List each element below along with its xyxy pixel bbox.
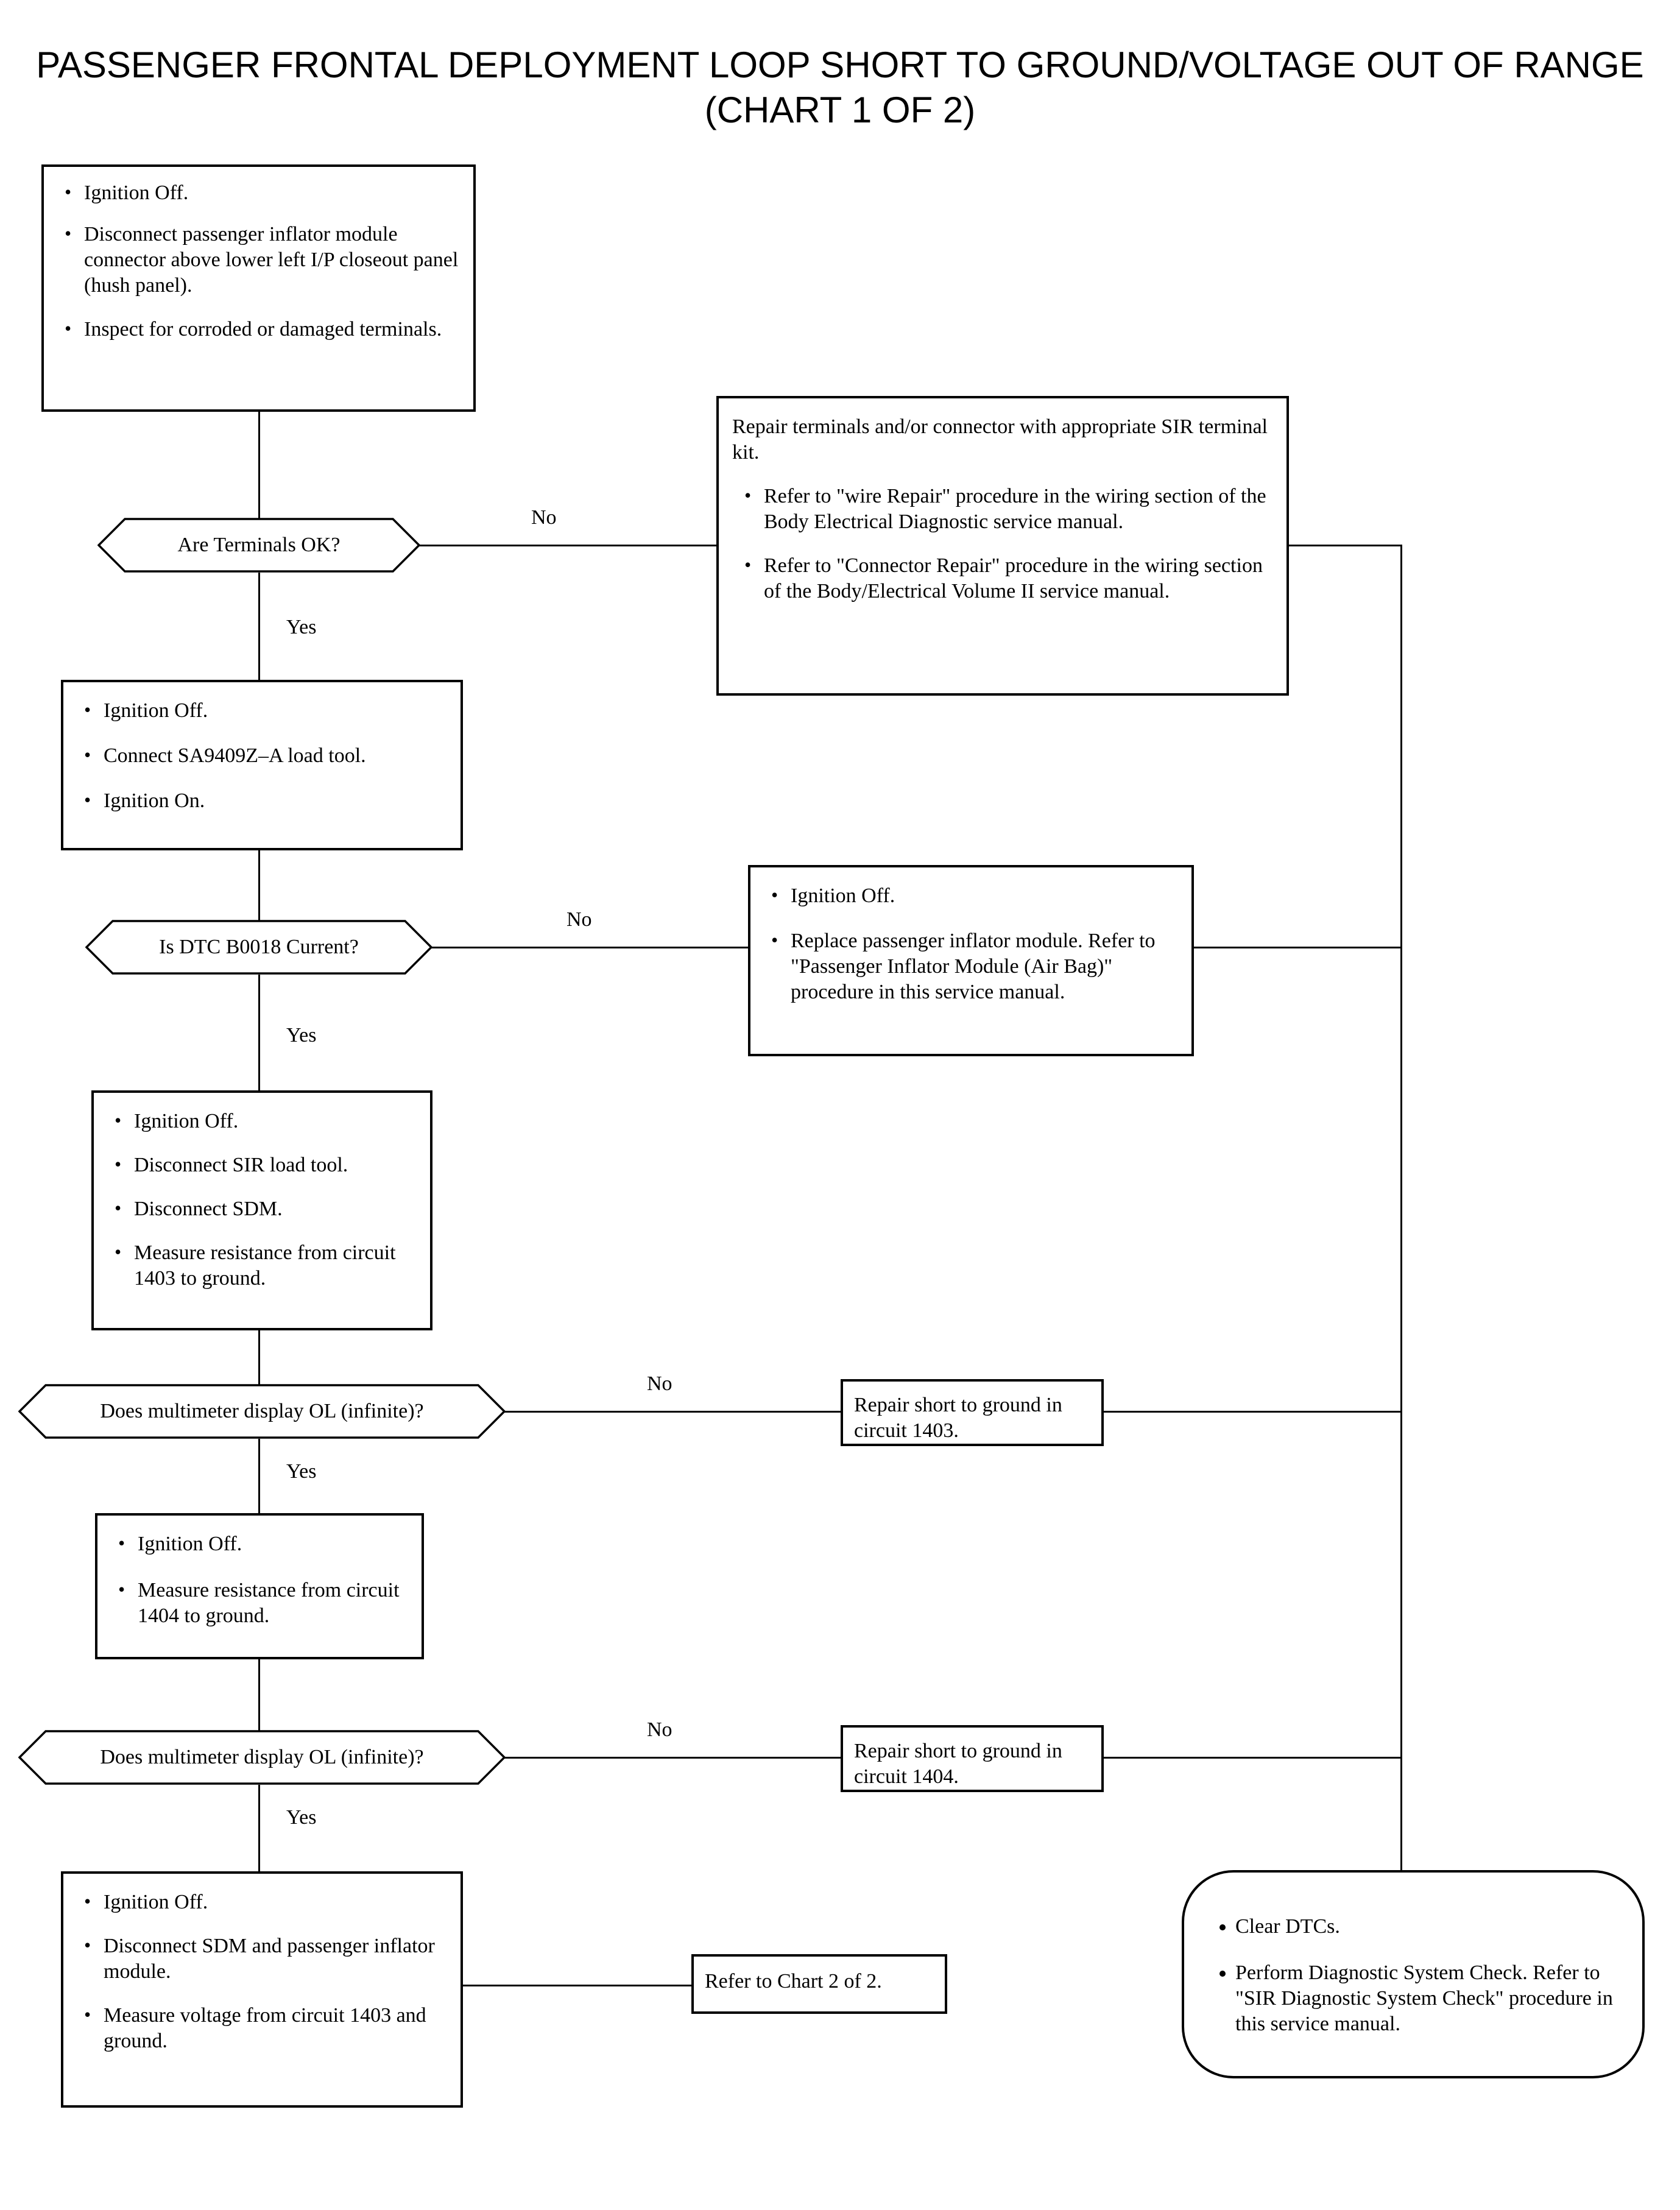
list-item: • Disconnect SDM.: [102, 1196, 419, 1222]
connector-decision3-yes: [258, 1439, 260, 1513]
decision-terminals-ok: [97, 518, 420, 573]
connector-replace-module-right: [1194, 947, 1402, 948]
action-box-chart-2: [691, 1954, 947, 2014]
step-box-measure-voltage: [61, 1871, 463, 2108]
step-box-load-tool: [61, 680, 463, 850]
action-box-replace-module: [748, 865, 1194, 1056]
action-text: Repair short to ground in circuit 1404.: [854, 1740, 1062, 1788]
terminator-box-finish: [1182, 1870, 1645, 2078]
connector-step5-chart2: [463, 1985, 691, 1986]
connector-repair-1404-right: [1104, 1757, 1402, 1759]
list-item: • Refer to "wire Repair" procedure in the wiring section of the Body Electrical Diagnostic service manual.: [732, 484, 1273, 535]
step-box-initial: [41, 164, 476, 412]
list-item: • Ignition Off.: [72, 1890, 450, 1915]
connector-decision1-yes: [258, 573, 260, 680]
list-item: • Measure voltage from circuit 1403 and ground.: [72, 2003, 450, 2054]
list-item: • Disconnect SDM and passenger inflator module.: [72, 1933, 450, 1985]
list-item: • Ignition Off.: [106, 1531, 411, 1557]
list-item: • Ignition Off.: [759, 883, 1181, 909]
list-item: • Ignition Off.: [102, 1109, 419, 1134]
connector-decision2-yes: [258, 975, 260, 1090]
connector-repair-1403-right: [1104, 1411, 1402, 1413]
step-box-measure-1404: [95, 1513, 424, 1659]
list-item: • Ignition Off.: [52, 180, 462, 206]
page-title: PASSENGER FRONTAL DEPLOYMENT LOOP SHORT TO GROUND/VOLTAGE OUT OF RANGE (CHART 1 OF 2): [36, 44, 1644, 130]
connector-step1-decision1: [258, 412, 260, 534]
decision-dtc-b0018: [85, 920, 432, 975]
branch-label-yes-3: Yes: [286, 1460, 317, 1483]
list-item: • Ignition Off.: [72, 698, 450, 724]
connector-decision3-no: [504, 1411, 841, 1413]
branch-label-no-1: No: [531, 506, 557, 529]
list-item: • Disconnect passenger inflator module connector above lower left I/P closeout panel (hush panel).: [52, 222, 462, 298]
branch-label-no-2: No: [566, 908, 592, 931]
connector-decision4-yes: [258, 1785, 260, 1871]
connector-decision4-no: [504, 1757, 841, 1759]
list-item: • Clear DTCs.: [1235, 1914, 1618, 1940]
list-item: • Measure resistance from circuit 1403 to ground.: [102, 1240, 419, 1291]
decision-label: Are Terminals OK?: [177, 534, 341, 556]
action-box-repair-terminals: [716, 396, 1289, 696]
action-lead-text: Repair terminals and/or connector with appropriate SIR terminal kit.: [732, 415, 1268, 464]
list-item: • Replace passenger inflator module. Refer to "Passenger Inflator Module (Air Bag)" procedure in this service manual.: [759, 928, 1181, 1005]
decision-multimeter-ol-1403: [18, 1384, 506, 1439]
step-box-measure-1403: [91, 1090, 432, 1330]
connector-repair-terminals-right: [1289, 545, 1402, 546]
decision-label: Does multimeter display OL (infinite)?: [100, 1400, 424, 1422]
action-text: Repair short to ground in circuit 1403.: [854, 1394, 1062, 1442]
connector-decision2-no: [431, 947, 748, 948]
list-item: • Perform Diagnostic System Check. Refer to "SIR Diagnostic System Check" procedure in this service manual.: [1235, 1960, 1618, 2037]
branch-label-yes-4: Yes: [286, 1806, 317, 1829]
decision-label: Does multimeter display OL (infinite)?: [100, 1746, 424, 1768]
list-item: • Refer to "Connector Repair" procedure in the wiring section of the Body/Electrical Volume II service manual.: [732, 553, 1273, 604]
list-item: • Inspect for corroded or damaged terminals.: [52, 317, 462, 342]
decision-multimeter-ol-1404: [18, 1730, 506, 1785]
branch-label-yes-2: Yes: [286, 1024, 317, 1047]
connector-decision1-no: [419, 545, 716, 546]
rail-right-vertical: [1400, 545, 1402, 1985]
action-box-repair-1403: [841, 1379, 1104, 1446]
list-item: • Measure resistance from circuit 1404 to ground.: [106, 1578, 411, 1629]
list-item: • Connect SA9409Z–A load tool.: [72, 743, 450, 769]
action-box-repair-1404: [841, 1725, 1104, 1792]
list-item: • Disconnect SIR load tool.: [102, 1153, 419, 1178]
list-item: • Ignition On.: [72, 788, 450, 814]
branch-label-no-4: No: [647, 1718, 672, 1741]
decision-label: Is DTC B0018 Current?: [159, 936, 359, 958]
branch-label-no-3: No: [647, 1372, 672, 1395]
branch-label-yes-1: Yes: [286, 616, 317, 638]
action-text: Refer to Chart 2 of 2.: [705, 1970, 882, 1993]
